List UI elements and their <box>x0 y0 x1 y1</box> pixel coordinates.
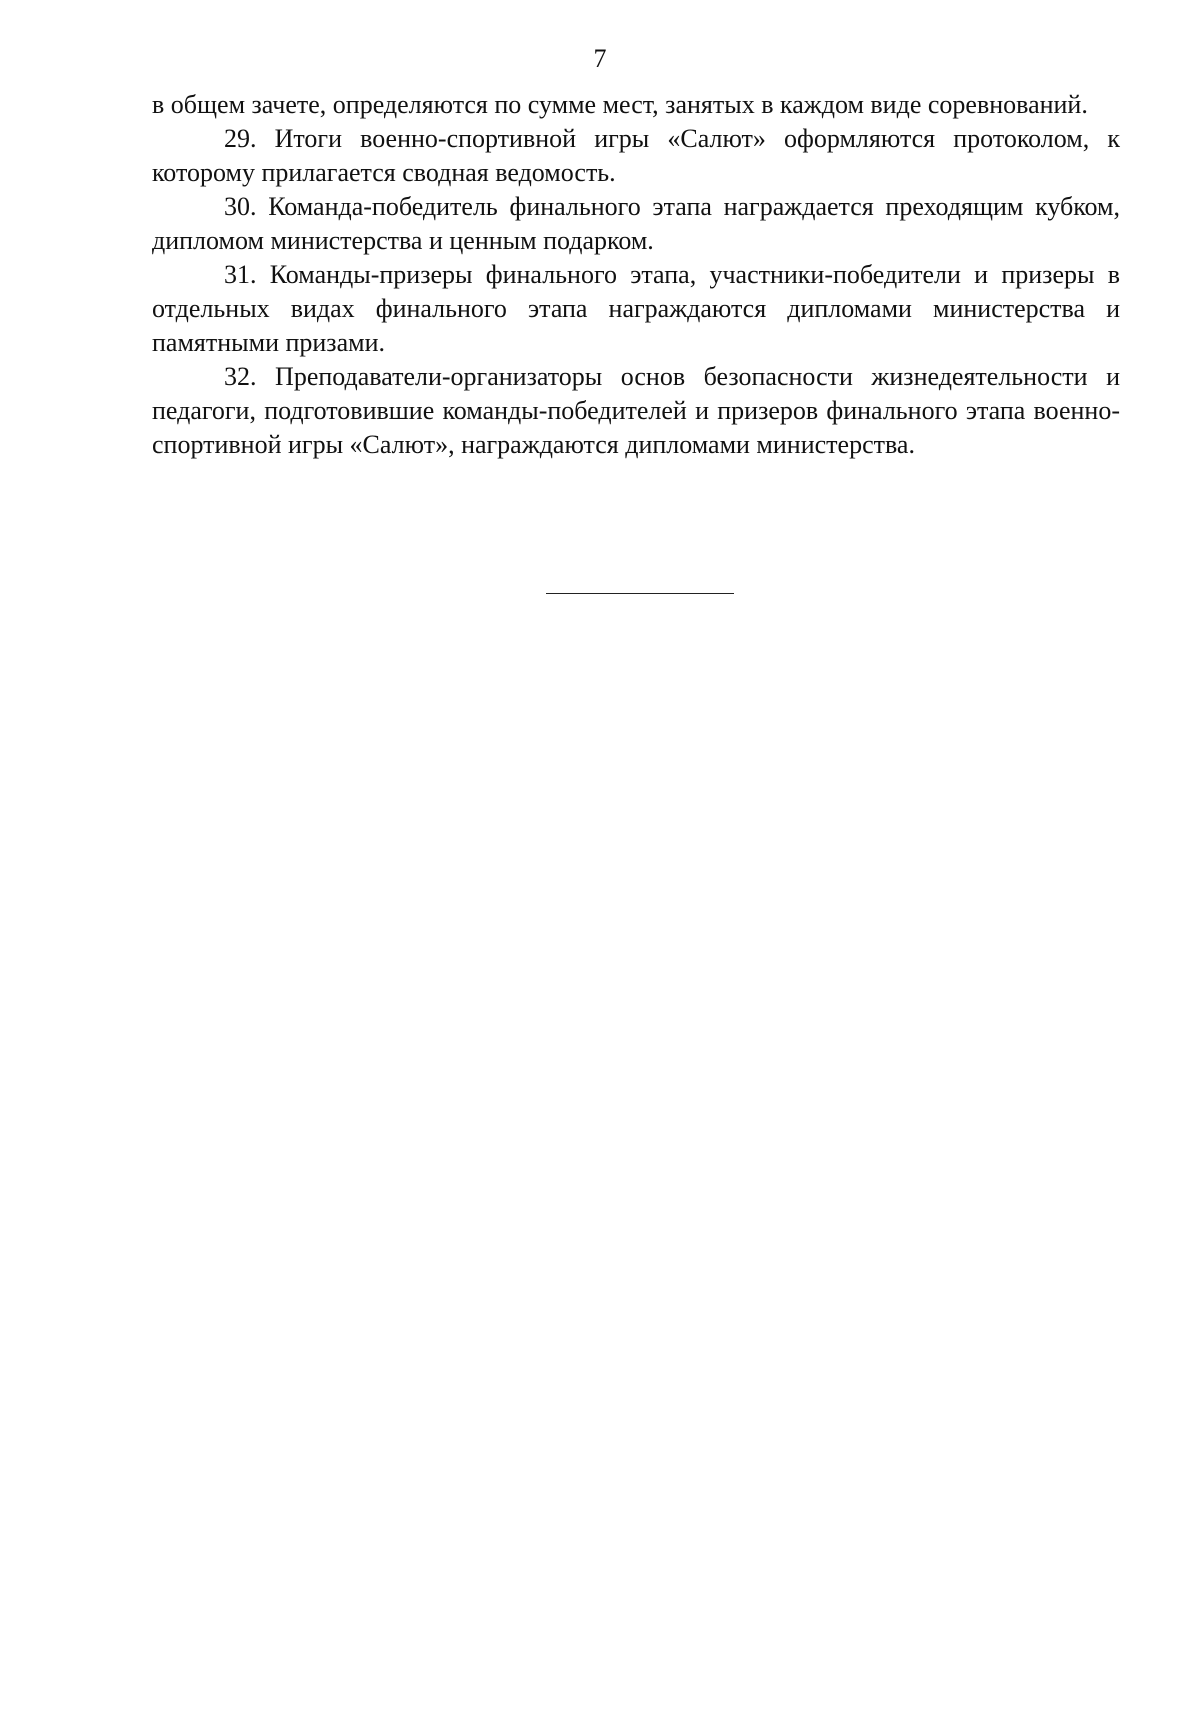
paragraph-31: 31. Команды-призеры финального этапа, участники-победители и призеры в отдельных видах финального этапа награждаются дипломами министерства и памятными призами. <box>152 260 1120 357</box>
paragraph-30: 30. Команда-победитель финального этапа награждается преходящим кубком, дипломом министерства и ценным подарком. <box>152 192 1120 255</box>
paragraph-32: 32. Преподаватели-организаторы основ безопасности жизнедеятельности и педагоги, подготовившие команды-победителей и призеров финального этапа военно-спортивной игры «Салют», награждаются дипломами министерства. <box>152 362 1120 459</box>
page-number: 7 <box>593 44 607 73</box>
document-body <box>152 88 1120 462</box>
end-separator-line <box>546 593 734 594</box>
paragraph-continuation: в общем зачете, определяются по сумме мест, занятых в каждом виде соревнований. <box>152 90 1088 119</box>
paragraph-29: 29. Итоги военно-спортивной игры «Салют» оформляются протоколом, к которому прилагается сводная ведомость. <box>152 124 1120 187</box>
